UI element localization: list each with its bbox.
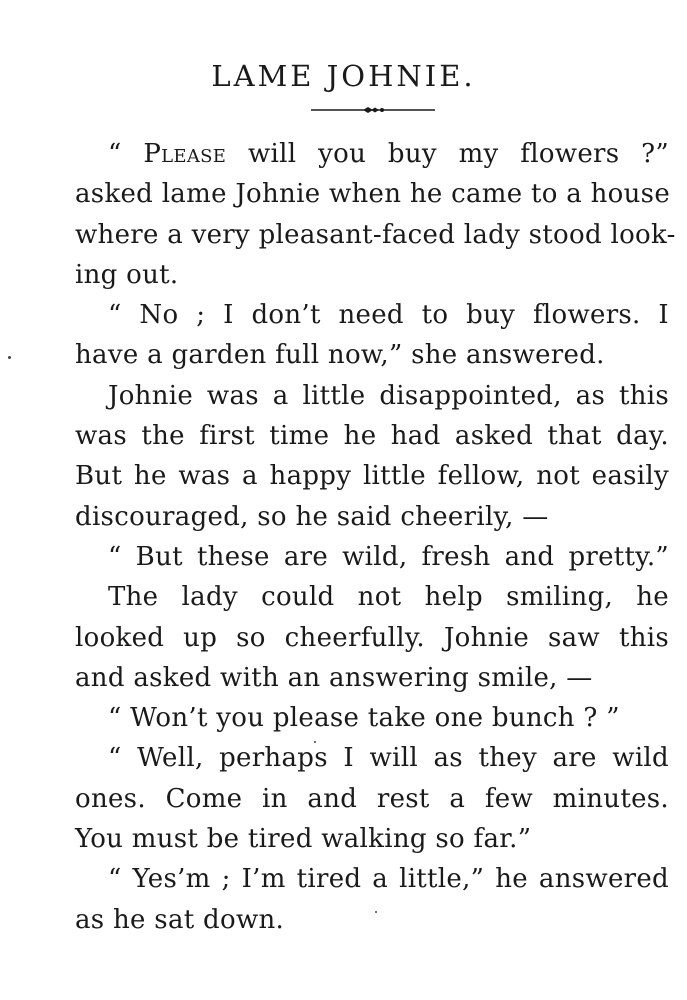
text-line: You must be tired walking so far.” bbox=[75, 824, 532, 855]
text-line: asked lame Johnie when he came to a house bbox=[75, 179, 671, 210]
text-line: where a very pleasant-faced lady stood look- bbox=[75, 219, 676, 250]
text-line: “ Won’t you please take one bunch ? ” bbox=[108, 703, 620, 734]
text-line: “ But these are wild, fresh and pretty.” bbox=[108, 541, 669, 572]
text-line: discouraged, so he said cheerily, — bbox=[75, 501, 549, 532]
text-line: “ Please will you buy my flowers ?” bbox=[108, 139, 669, 169]
paper-speck bbox=[314, 741, 316, 743]
text-line: was the first time he had asked that day. bbox=[75, 421, 669, 452]
text-line: have a garden full now,” she answered. bbox=[75, 340, 605, 371]
paper-speck bbox=[8, 356, 11, 359]
story-text bbox=[75, 134, 676, 940]
text-line: But he was a happy little fellow, not easily bbox=[75, 461, 669, 492]
text-line: looked up so cheerfully. Johnie saw this bbox=[75, 622, 669, 653]
opening-small-caps-word: Please bbox=[143, 139, 227, 169]
chapter-title: LAME JOHNIE. bbox=[211, 59, 476, 93]
text-line: and asked with an answering smile, — bbox=[75, 662, 593, 693]
title-ornament-divider bbox=[311, 104, 435, 116]
text-line: “ No ; I don’t need to buy flowers. I bbox=[108, 300, 669, 331]
text-line: as he sat down. bbox=[75, 904, 285, 935]
text-line: “ Yes’m ; I’m tired a little,” he answered bbox=[108, 864, 669, 895]
text-line: ones. Come in and rest a few minutes. bbox=[75, 783, 669, 814]
paper-speck bbox=[375, 911, 377, 913]
text-line: The lady could not help smiling, he bbox=[108, 582, 669, 613]
text-line: Johnie was a little disappointed, as this bbox=[108, 380, 669, 411]
text-line: “ Well, perhaps I will as they are wild bbox=[108, 743, 669, 774]
text-line: ing out. bbox=[75, 259, 179, 290]
